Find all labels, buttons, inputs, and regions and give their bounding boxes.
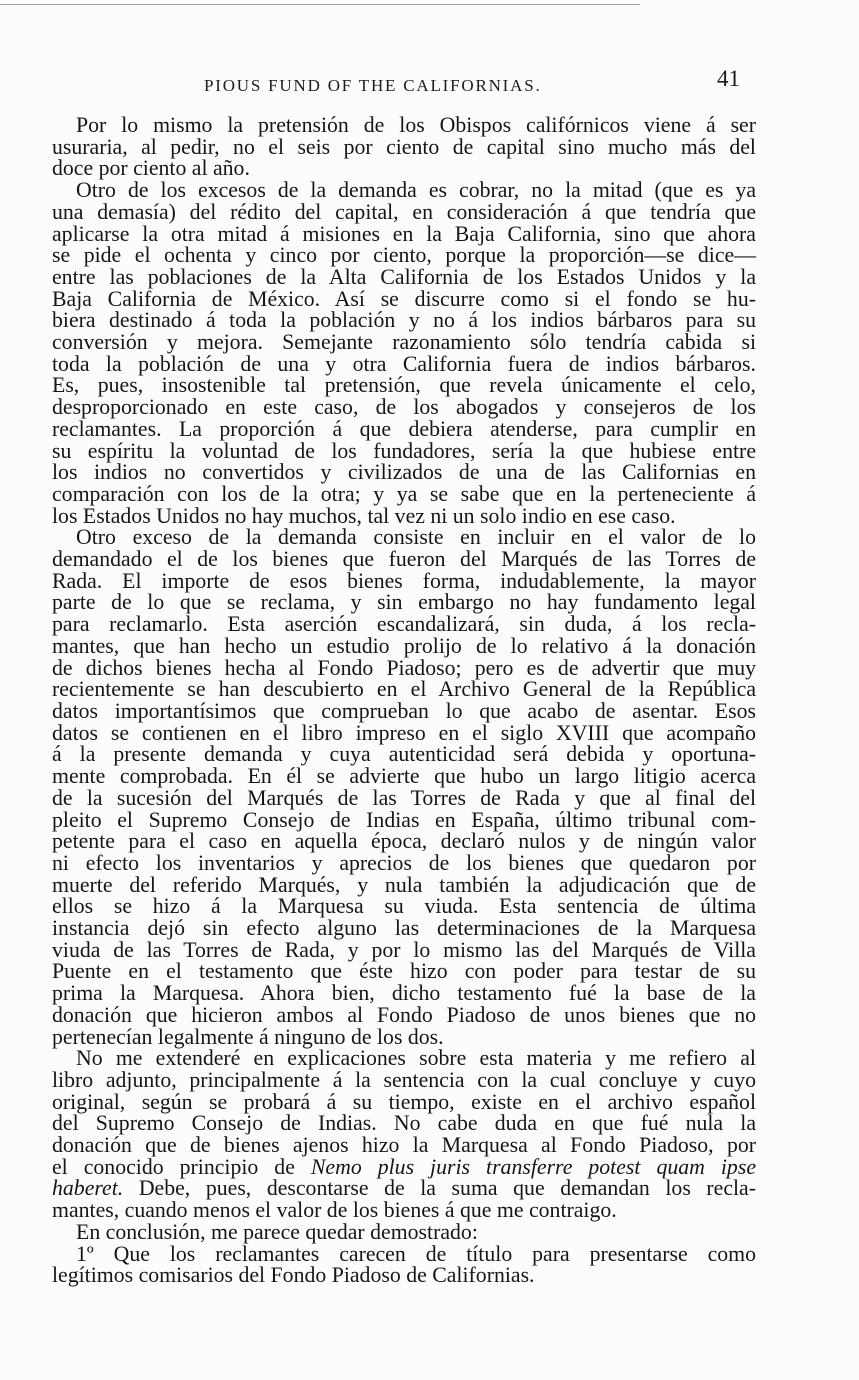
text-line: [52, 1135, 756, 1157]
text-line: [52, 679, 756, 701]
line-text: el conocido principio de: [52, 1154, 311, 1179]
text-line: [52, 310, 756, 332]
text-line: [52, 961, 756, 983]
text-line: [52, 1113, 756, 1135]
line-text: biera destinado á toda la población y no á los indios bárbaros para su: [52, 308, 756, 333]
line-text: 1º Que los reclamantes carecen de título para presentarse como: [76, 1241, 756, 1266]
line-text: para reclamarlo. Esta aserción escandalizará, sin duda, á los recla-: [52, 612, 756, 637]
line-text: Por lo mismo la pretensión de los Obispos califórnicos viene á ser: [76, 113, 756, 137]
text-line: [52, 1178, 756, 1200]
line-text: libro adjunto, principalmente á la sentencia con la cual concluye y cuyo: [52, 1067, 756, 1092]
text-line: [52, 264, 756, 289]
text-line: [52, 568, 756, 593]
text-line: [52, 375, 756, 397]
line-text: demandado el de los bienes que fueron del Marqués de las Torres de: [52, 547, 756, 572]
text-line: [52, 221, 756, 246]
line-text: reclamantes. La proporción á que debiera atenderse, para cumplir en: [52, 416, 756, 441]
text-line: [52, 785, 756, 810]
text-line: [52, 655, 756, 680]
text-line: [52, 503, 756, 528]
text-line: [52, 1067, 756, 1092]
text-line: [52, 744, 756, 766]
text-line: [52, 698, 756, 723]
text-line: [52, 1154, 756, 1179]
line-text: comparación con los de la otra; y ya se sabe que en la perteneciente á: [52, 481, 756, 506]
text-line: [52, 831, 756, 853]
top-rule: [0, 4, 640, 5]
line-text: mente comprobada. En él se advierte que hubo un largo litigio acerca: [52, 764, 756, 789]
text-line: [52, 1219, 756, 1244]
latin-phrase: haberet.: [52, 1176, 124, 1201]
text-line: [52, 1265, 756, 1287]
line-text: mantes, cuando menos el valor de los bienes á que me contraigo.: [52, 1198, 617, 1223]
text-line: [52, 332, 756, 354]
text-line: [52, 1200, 756, 1222]
line-text: prima la Marquesa. Ahora bien, dicho testamento fué la base de la: [52, 981, 756, 1006]
text-line: [52, 720, 756, 745]
line-text: una demasía) del rédito del capital, en consideración á que tendría que: [52, 199, 756, 224]
line-text: conversión y mejora. Semejante razonamiento sólo tendría cabida si: [52, 330, 756, 355]
text-line: [52, 918, 756, 940]
line-text: petente para el caso en aquella época, declaró nulos y de ningún valor: [52, 829, 756, 854]
text-line: [52, 1002, 756, 1027]
text-line: [52, 286, 756, 311]
line-text: aplicarse la otra mitad á misiones en la Baja California, sino que ahora: [52, 221, 756, 246]
line-text: Es, pues, insostenible tal pretensión, que revela únicamente el celo,: [52, 373, 756, 398]
text-line: [52, 115, 756, 137]
line-text: de la sucesión del Marqués de las Torres de Rada y que al final del: [52, 785, 756, 810]
line-text: entre las poblaciones de la Alta California de los Estados Unidos y la: [52, 264, 756, 289]
line-text: doce por ciento al año.: [52, 156, 250, 181]
line-text: No me extenderé en explicaciones sobre esta materia y me refiero al: [76, 1046, 756, 1071]
text-line: [52, 872, 756, 897]
line-text: Baja California de México. Así se discurre como si el fondo se hu-: [52, 286, 756, 311]
line-text: su espíritu la voluntad de los fundadores, sería la que hubiese entre: [52, 438, 756, 463]
text-line: [52, 896, 756, 918]
line-text: donación que hicieron ambos al Fondo Piadoso de unos bienes que no: [52, 1002, 756, 1027]
line-text: legítimos comisarios del Fondo Piadoso de Californias.: [52, 1263, 535, 1288]
line-text: se pide el ochenta y cinco por ciento, porque la proporción—se dice—: [52, 243, 756, 268]
line-text: Debe, pues, descontarse de la suma que demandan los recla-: [123, 1176, 756, 1201]
line-text: mantes, que han hecho un estudio prolijo de lo relativo á la donación: [52, 633, 756, 658]
line-text: instancia dejó sin efecto alguno las determinaciones de la Marquesa: [52, 916, 756, 941]
text-line: [52, 1089, 756, 1114]
line-text: usuraria, al pedir, no el seis por ciento de capital sino mucho más del: [52, 134, 756, 159]
line-text: del Supremo Consejo de Indias. No cabe duda en que fué nula la: [52, 1111, 756, 1136]
line-text: los indios no convertidos y civilizados de una de las Californias en: [52, 460, 756, 485]
text-line: [52, 549, 756, 571]
page-header: [52, 66, 742, 96]
line-text: Rada. El importe de esos bienes forma, indudablemente, la mayor: [52, 568, 756, 593]
text-line: [52, 614, 756, 636]
line-text: desproporcionado en este caso, de los abogados y consejeros de los: [52, 395, 756, 420]
text-line: [52, 766, 756, 788]
line-text: datos importantísimos que comprueban lo que acabo de asentar. Esos: [52, 698, 756, 723]
running-title: PIOUS FUND OF THE CALIFORNIAS.: [204, 76, 542, 95]
text-line: [52, 351, 756, 376]
line-text: pleito el Supremo Consejo de Indias en España, último tribunal com-: [52, 807, 756, 832]
line-text: Otro exceso de la demanda consiste en incluir en el valor de lo: [76, 525, 756, 550]
line-text: muerte del referido Marqués, y nula también la adjudicación que de: [52, 872, 756, 897]
line-text: original, según se probará á su tiempo, existe en el archivo español: [52, 1089, 756, 1114]
text-line: [52, 134, 756, 159]
line-text: datos se contienen en el libro impreso en el siglo XVIII que acompaño: [52, 720, 756, 745]
text-line: [52, 158, 756, 180]
line-text: parte de lo que se reclama, y sin embargo no hay fundamento legal: [52, 590, 756, 615]
text-line: [52, 199, 756, 224]
line-text: recientemente se han descubierto en el Archivo General de la República: [52, 677, 756, 702]
line-text: Puente en el testamento que éste hizo con poder para testar de su: [52, 959, 756, 984]
text-line: [52, 527, 756, 549]
text-line: [52, 481, 756, 506]
line-text: Otro de los excesos de la demanda es cobrar, no la mitad (que es ya: [76, 178, 756, 203]
line-text: ellos se hizo á la Marquesa su viuda. Esta sentencia de última: [52, 894, 756, 919]
text-line: [52, 1048, 756, 1070]
body-text: [52, 115, 756, 1287]
line-text: pertenecían legalmente á ninguno de los dos.: [52, 1024, 444, 1049]
text-line: [52, 983, 756, 1005]
text-line: [52, 592, 756, 614]
line-text: donación que de bienes ajenos hizo la Marquesa al Fondo Piadoso, por: [52, 1133, 756, 1158]
text-line: [52, 807, 756, 832]
text-line: [52, 633, 756, 658]
line-text: los Estados Unidos no hay muchos, tal vez ni un solo indio en ese caso.: [52, 503, 676, 528]
line-text: ni efecto los inventarios y aprecios de los bienes que quedaron por: [52, 850, 756, 875]
line-text: á la presente demanda y cuya autenticidad será debida y oportuna-: [52, 742, 756, 767]
line-text: viuda de las Torres de Rada, y por lo mismo las del Marqués de Villa: [52, 937, 756, 962]
text-line: [52, 1241, 756, 1266]
text-line: [52, 850, 756, 875]
text-line: [52, 438, 756, 463]
line-text: de dichos bienes hecha al Fondo Piadoso; pero es de advertir que muy: [52, 655, 756, 680]
text-line: [52, 1024, 756, 1049]
text-line: [52, 462, 756, 484]
line-text: toda la población de una y otra California fuera de indios bárbaros.: [52, 351, 756, 376]
latin-phrase: Nemo plus juris transferre potest quam ipse: [310, 1154, 756, 1179]
text-line: [52, 397, 756, 419]
text-line: [52, 245, 756, 267]
page-number: 41: [717, 66, 740, 91]
text-line: [52, 180, 756, 202]
text-line: [52, 937, 756, 962]
text-line: [52, 416, 756, 441]
line-text: En conclusión, me parece quedar demostrado:: [76, 1219, 478, 1244]
